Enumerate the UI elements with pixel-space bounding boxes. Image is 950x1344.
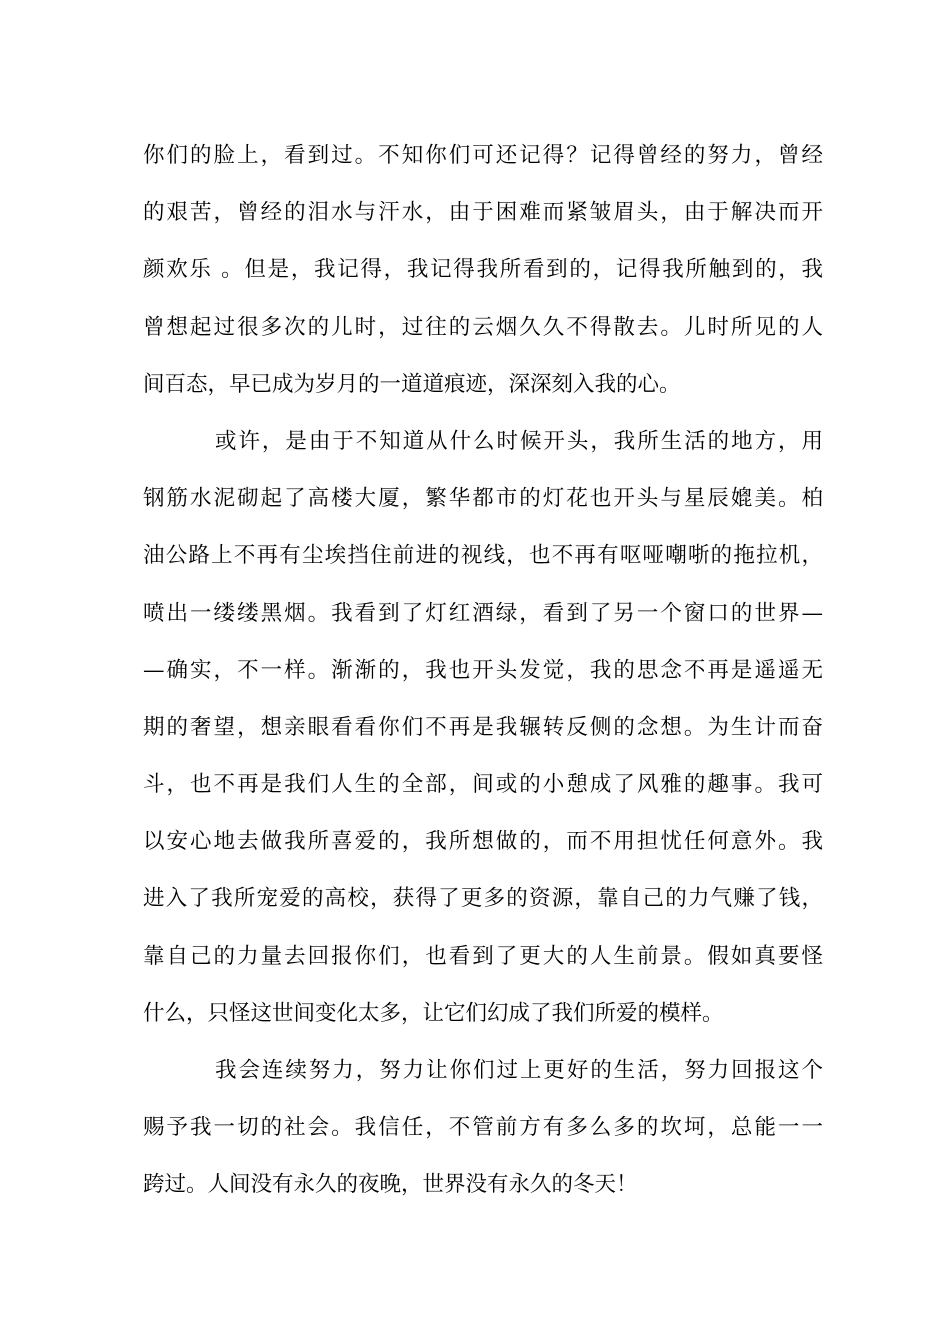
- text-line: 期的奢望，想亲眼看看你们不再是我辗转反侧的念想。为生计而奋: [143, 714, 823, 740]
- text-line: 进入了我所宠爱的高校，获得了更多的资源，靠自己的力气赚了钱，: [143, 886, 823, 912]
- paragraph-1: [143, 127, 823, 413]
- text-line: 的艰苦，曾经的泪水与汗水，由于困难而紧皱眉头，由于解决而开: [143, 200, 823, 226]
- text-line: 你们的脸上，看到过。不知你们可还记得？记得曾经的努力，曾经: [143, 143, 823, 168]
- text-line: 靠自己的力量去回报你们，也看到了更大的人生前景。假如真要怪: [143, 943, 823, 969]
- text-line: 颜欢乐 。但是，我记得，我记得我所看到的，记得我所触到的，我: [143, 257, 823, 283]
- paragraph-3: [143, 1042, 823, 1214]
- text-line: 曾想起过很多次的儿时，过往的云烟久久不得散去。儿时所见的人: [143, 314, 823, 340]
- document-body: [143, 127, 823, 1214]
- text-line: —确实，不一样。渐渐的，我也开头发觉，我的思念不再是遥遥无: [143, 657, 823, 683]
- text-line: 以安心地去做我所喜爱的，我所想做的，而不用担忧任何意外。我: [143, 829, 823, 855]
- text-line: 油公路上不再有尘埃挡住前进的视线，也不再有呕哑嘲哳的拖拉机，: [143, 543, 823, 569]
- text-line: 间百态，早已成为岁月的一道道痕迹，深深刻入我的心。: [143, 371, 681, 397]
- text-line: 什么，只怪这世间变化太多，让它们幻成了我们所爱的模样。: [143, 1000, 724, 1026]
- text-line: 斗，也不再是我们人生的全部，间或的小憩成了风雅的趣事。我可: [143, 772, 823, 798]
- paragraph-2: [143, 413, 823, 1042]
- text-line: 赐予我一切的社会。我信任，不管前方有多么多的坎坷，总能一一: [143, 1115, 823, 1141]
- text-line: 跨过。人间没有永久的夜晚，世界没有永久的冬天！: [143, 1172, 638, 1198]
- text-line: 我会连续努力，努力让你们过上更好的生活，努力回报这个: [215, 1058, 823, 1083]
- text-line: 钢筋水泥砌起了高楼大厦，繁华都市的灯花也开头与星辰媲美。柏: [143, 486, 823, 512]
- text-line: 喷出一缕缕黑烟。我看到了灯红酒绿，看到了另一个窗口的世界—: [143, 600, 823, 626]
- text-line: 或许，是由于不知道从什么时候开头，我所生活的地方，用: [215, 428, 823, 454]
